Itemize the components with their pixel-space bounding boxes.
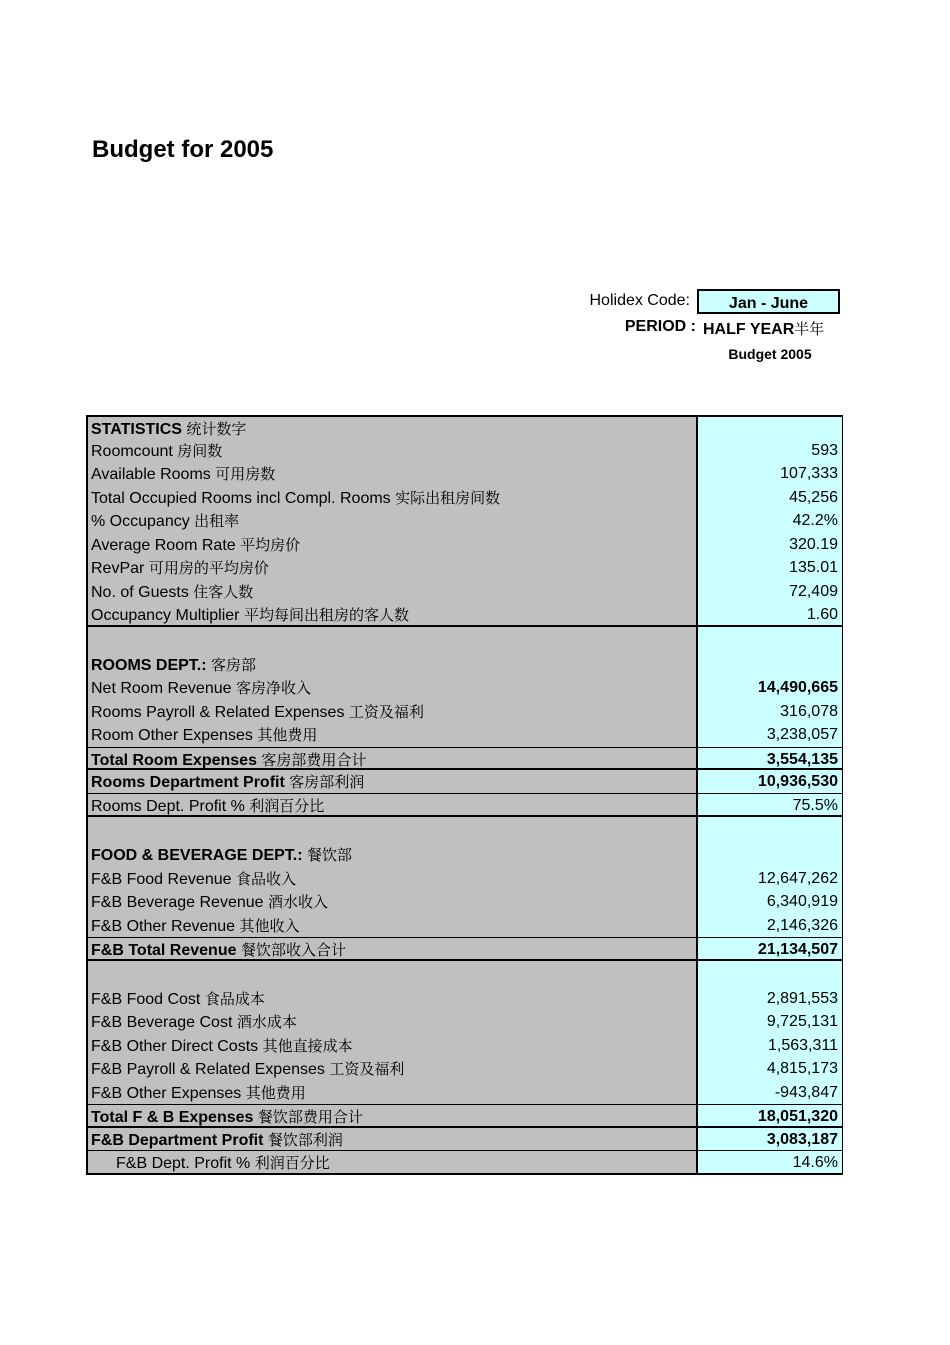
row-label bbox=[86, 603, 698, 625]
table-row bbox=[86, 700, 843, 724]
row-label-en: Room Other Expenses bbox=[91, 727, 253, 744]
row-value[interactable] bbox=[698, 627, 843, 653]
row-label-zh: 其他费用 bbox=[257, 726, 318, 744]
row-label-en: Total Occupied Rooms incl Compl. Rooms bbox=[91, 489, 391, 507]
table-row bbox=[86, 747, 843, 771]
row-label bbox=[86, 987, 698, 1011]
row-label-zh: 餐饮部 bbox=[307, 846, 353, 864]
row-label bbox=[86, 817, 698, 843]
row-label-en: Roomcount bbox=[91, 442, 173, 460]
table-row bbox=[86, 1151, 843, 1175]
table-row bbox=[86, 867, 843, 891]
row-label-en: F&B Dept. Profit % bbox=[116, 1155, 251, 1172]
row-label-zh: 其他费用 bbox=[245, 1083, 306, 1102]
row-label-en: F&B Department Profit bbox=[91, 1131, 264, 1149]
table-row bbox=[86, 937, 843, 961]
period-value bbox=[703, 318, 824, 339]
row-label-en: FOOD & BEVERAGE DEPT.: bbox=[91, 847, 303, 864]
row-label-zh: 餐饮部费用合计 bbox=[257, 1108, 363, 1126]
holidex-code-value[interactable]: Jan - June bbox=[697, 289, 840, 314]
row-label-zh: 客房净收入 bbox=[235, 679, 311, 697]
row-label-zh: 出租率 bbox=[194, 512, 240, 530]
row-value[interactable]: 45,256 bbox=[698, 486, 843, 510]
row-label-en: No. of Guests bbox=[91, 583, 189, 601]
table-row bbox=[86, 1057, 843, 1081]
row-label bbox=[86, 700, 698, 724]
row-label bbox=[86, 723, 698, 747]
row-value[interactable]: 9,725,131 bbox=[698, 1010, 843, 1034]
row-label-en: F&B Total Revenue bbox=[91, 942, 237, 959]
row-value[interactable]: 42.2% bbox=[698, 509, 843, 533]
row-value[interactable]: 2,891,553 bbox=[698, 987, 843, 1011]
row-label bbox=[86, 533, 698, 557]
spacer-row bbox=[86, 627, 843, 653]
row-value[interactable]: 3,238,057 bbox=[698, 723, 843, 747]
period-value-zh: 半年 bbox=[794, 320, 825, 338]
row-label-en: F&B Payroll & Related Expenses bbox=[91, 1061, 325, 1078]
row-value[interactable]: 107,333 bbox=[698, 462, 843, 486]
budget-column-header: Budget 2005 bbox=[728, 346, 812, 362]
table-row bbox=[86, 509, 843, 533]
row-label bbox=[86, 794, 698, 816]
row-value[interactable]: 1,563,311 bbox=[698, 1034, 843, 1058]
row-label-zh: 可用房的平均房价 bbox=[148, 559, 269, 577]
table-row bbox=[86, 1034, 843, 1058]
row-label-zh: 食品成本 bbox=[204, 989, 265, 1008]
row-label bbox=[86, 914, 698, 938]
row-label-en: Rooms Department Profit bbox=[91, 774, 285, 791]
row-value[interactable]: 14,490,665 bbox=[698, 676, 843, 700]
table-row bbox=[86, 486, 843, 510]
row-label-zh: 餐饮部收入合计 bbox=[240, 941, 346, 959]
row-label-en: Rooms Payroll & Related Expenses bbox=[91, 703, 345, 721]
row-label-zh: 客房部 bbox=[211, 655, 257, 674]
table-row bbox=[86, 676, 843, 700]
row-label-zh: 可用房数 bbox=[215, 465, 276, 483]
row-label bbox=[86, 1010, 698, 1034]
row-value[interactable] bbox=[698, 961, 843, 987]
row-label-zh: 工资及福利 bbox=[348, 702, 424, 721]
row-label-zh: 其他收入 bbox=[239, 916, 300, 935]
row-value[interactable]: 72,409 bbox=[698, 580, 843, 604]
row-label-zh: 平均每间出租房的客人数 bbox=[243, 606, 409, 624]
row-label-en: F&B Food Cost bbox=[91, 990, 201, 1008]
table-row bbox=[86, 723, 843, 747]
row-label-en: STATISTICS bbox=[91, 421, 182, 438]
table-row bbox=[86, 843, 843, 867]
row-value[interactable]: 21,134,507 bbox=[698, 938, 843, 959]
row-value[interactable]: 593 bbox=[698, 439, 843, 463]
row-label-zh: 食品收入 bbox=[235, 869, 296, 888]
row-label-en: ROOMS DEPT.: bbox=[91, 656, 207, 674]
row-label bbox=[86, 486, 698, 510]
row-label bbox=[86, 439, 698, 463]
row-label bbox=[86, 1151, 698, 1173]
row-label-en: Available Rooms bbox=[91, 466, 211, 483]
row-label bbox=[86, 1034, 698, 1058]
row-value[interactable]: 75.5% bbox=[698, 794, 843, 816]
period-value-en: HALF YEAR bbox=[703, 321, 795, 338]
row-value[interactable] bbox=[698, 417, 843, 439]
row-value[interactable]: 320.19 bbox=[698, 533, 843, 557]
table-row bbox=[86, 439, 843, 463]
row-value[interactable] bbox=[698, 843, 843, 867]
row-value[interactable]: 135.01 bbox=[698, 556, 843, 580]
table-row bbox=[86, 1104, 843, 1128]
table-row bbox=[86, 556, 843, 580]
row-value[interactable]: 6,340,919 bbox=[698, 890, 843, 914]
row-label bbox=[86, 1105, 698, 1126]
row-label-en: F&B Other Revenue bbox=[91, 917, 236, 935]
row-label-en: Average Room Rate bbox=[91, 536, 236, 554]
row-label bbox=[86, 938, 698, 959]
row-label-zh: 住客人数 bbox=[193, 582, 254, 601]
row-label bbox=[86, 1128, 698, 1151]
table-row bbox=[86, 794, 843, 818]
row-label-zh: 实际出租房间数 bbox=[395, 488, 501, 507]
row-label-zh: 酒水收入 bbox=[268, 893, 329, 911]
table-row bbox=[86, 1010, 843, 1034]
table-row bbox=[86, 462, 843, 486]
row-label-en: Total Room Expenses bbox=[91, 751, 257, 768]
row-label-zh: 利润百分比 bbox=[254, 1154, 330, 1172]
row-label-en: Total F & B Expenses bbox=[91, 1109, 254, 1126]
row-label bbox=[86, 843, 698, 867]
budget-table bbox=[86, 415, 843, 1175]
table-row bbox=[86, 533, 843, 557]
row-label bbox=[86, 653, 698, 677]
row-value[interactable]: 1.60 bbox=[698, 603, 843, 625]
row-label-zh: 利润百分比 bbox=[249, 796, 325, 815]
row-value[interactable]: 3,554,135 bbox=[698, 748, 843, 769]
row-label-zh: 工资及福利 bbox=[329, 1060, 405, 1078]
table-row bbox=[86, 415, 843, 439]
table-row bbox=[86, 653, 843, 677]
row-value[interactable] bbox=[698, 817, 843, 843]
table-row bbox=[86, 987, 843, 1011]
row-label bbox=[86, 509, 698, 533]
row-label bbox=[86, 676, 698, 700]
row-label-zh: 客房部利润 bbox=[289, 773, 365, 791]
row-label-en: Rooms Dept. Profit % bbox=[91, 797, 245, 815]
row-label-zh: 餐饮部利润 bbox=[267, 1130, 343, 1149]
row-label bbox=[86, 1081, 698, 1105]
row-label-en: Occupancy Multiplier bbox=[91, 607, 240, 624]
row-label-en: F&B Other Expenses bbox=[91, 1084, 242, 1102]
row-label-zh: 平均房价 bbox=[240, 535, 301, 554]
row-label bbox=[86, 748, 698, 769]
page-title: Budget for 2005 bbox=[92, 136, 274, 163]
row-label-en: % Occupancy bbox=[91, 513, 190, 530]
row-value[interactable]: -943,847 bbox=[698, 1081, 843, 1105]
row-label bbox=[86, 462, 698, 486]
row-label bbox=[86, 580, 698, 604]
row-value[interactable]: 3,083,187 bbox=[698, 1128, 843, 1151]
row-label-zh: 房间数 bbox=[177, 441, 223, 460]
row-label bbox=[86, 770, 698, 793]
row-value[interactable]: 316,078 bbox=[698, 700, 843, 724]
spacer-row bbox=[86, 961, 843, 987]
table-row bbox=[86, 603, 843, 627]
row-label bbox=[86, 890, 698, 914]
row-label-zh: 统计数字 bbox=[186, 420, 247, 438]
row-value[interactable]: 10,936,530 bbox=[698, 770, 843, 793]
row-label-zh: 其他直接成本 bbox=[262, 1036, 353, 1055]
row-value[interactable]: 14.6% bbox=[698, 1151, 843, 1173]
row-label bbox=[86, 627, 698, 653]
row-label-en: Net Room Revenue bbox=[91, 680, 232, 697]
period-label: PERIOD : bbox=[624, 318, 696, 335]
row-label bbox=[86, 867, 698, 891]
row-label-en: RevPar bbox=[91, 560, 145, 577]
table-row bbox=[86, 1081, 843, 1105]
row-label bbox=[86, 556, 698, 580]
row-label-en: F&B Beverage Revenue bbox=[91, 894, 264, 911]
holidex-code-label: Holidex Code: bbox=[589, 292, 690, 309]
table-row bbox=[86, 890, 843, 914]
row-value[interactable]: 18,051,320 bbox=[698, 1105, 843, 1126]
row-value[interactable]: 4,815,173 bbox=[698, 1057, 843, 1081]
row-label-zh: 客房部费用合计 bbox=[261, 750, 367, 768]
table-row bbox=[86, 770, 843, 794]
spacer-row bbox=[86, 817, 843, 843]
table-row bbox=[86, 580, 843, 604]
row-value[interactable]: 12,647,262 bbox=[698, 867, 843, 891]
row-label bbox=[86, 417, 698, 439]
row-value[interactable] bbox=[698, 653, 843, 677]
table-row bbox=[86, 914, 843, 938]
row-label-zh: 酒水成本 bbox=[236, 1013, 297, 1031]
table-row bbox=[86, 1128, 843, 1152]
row-value[interactable]: 2,146,326 bbox=[698, 914, 843, 938]
row-label bbox=[86, 1057, 698, 1081]
row-label bbox=[86, 961, 698, 987]
row-label-en: F&B Food Revenue bbox=[91, 870, 232, 888]
row-label-en: F&B Beverage Cost bbox=[91, 1014, 233, 1031]
row-label-en: F&B Other Direct Costs bbox=[91, 1037, 259, 1055]
